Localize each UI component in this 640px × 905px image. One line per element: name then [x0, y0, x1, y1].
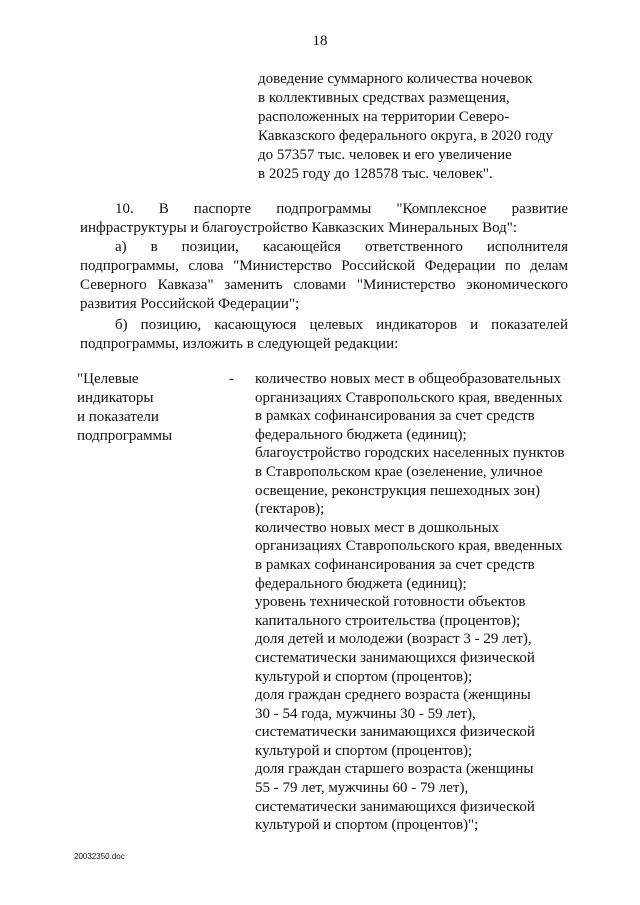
subitem-a-line-1: а) в позиции, касающейся ответственного исполнителя — [115, 239, 568, 255]
item-10-paragraph — [80, 200, 568, 238]
footer-filename: 20032350.doc — [74, 852, 125, 861]
continuation-line: доведение суммарного количества ночевок — [258, 71, 533, 87]
indicator-line: систематически занимающихся физической — [255, 724, 535, 741]
indicator-line: доля детей и молодежи (возраст 3 - 29 лет), — [255, 631, 532, 648]
continuation-line: в 2025 году до 128578 тыс. человек". — [258, 166, 493, 182]
indicator-line: федерального бюджета (единиц); — [255, 426, 467, 443]
subitem-b-paragraph — [80, 316, 568, 354]
subitem-a-line-4: развития Российской Федерации"; — [80, 296, 300, 312]
label-line: индикаторы — [77, 390, 154, 406]
indicator-line: освещение, реконструкция пешеходных зон) — [255, 482, 541, 499]
continuation-line: в коллективных средствах размещения, — [258, 90, 510, 106]
indicator-line: культурой и спортом (процентов)"; — [255, 817, 479, 834]
indicator-line: капитального строительства (процентов); — [255, 612, 521, 629]
indicator-line: организациях Ставропольского края, введенных — [255, 538, 563, 555]
indicator-line: количество новых мест в общеобразовательных — [255, 371, 561, 387]
continuation-text — [258, 70, 588, 184]
subitem-a-line-2: подпрограммы, слова "Министерство Российской Федерации по делам — [80, 258, 569, 274]
indicator-line: доля граждан среднего возраста (женщины — [255, 687, 531, 704]
indicator-line: доля граждан старшего возраста (женщины — [255, 761, 534, 778]
indicator-line: федерального бюджета (единиц); — [255, 575, 467, 592]
indicator-line: систематически занимающихся физической — [255, 649, 535, 666]
label-dash: - — [229, 371, 234, 387]
continuation-line: до 57357 тыс. человек и его увеличение — [258, 147, 512, 163]
continuation-line: Кавказского федерального округа, в 2020 году — [258, 128, 554, 144]
indicator-line: в Ставропольском крае (озеленение, уличное — [255, 463, 543, 480]
indicator-line: в рамках софинансирования за счет средств — [255, 556, 535, 573]
indicator-line: (гектаров); — [255, 501, 325, 518]
page-number: 18 — [312, 33, 328, 49]
indicator-line: 55 - 79 лет, мужчины 60 - 79 лет), — [255, 780, 469, 797]
label-line: и показатели — [77, 409, 159, 425]
indicator-line: уровень технической готовности объектов — [255, 594, 526, 611]
label-line: подпрограммы — [77, 428, 173, 444]
item-10-line-1: 10. В паспорте подпрограммы "Комплексное развитие — [115, 201, 569, 217]
item-10-line-2: инфраструктуры и благоустройство Кавказских Минеральных Вод": — [80, 220, 518, 236]
indicators-label — [77, 370, 217, 446]
indicator-line: культурой и спортом (процентов); — [255, 668, 473, 685]
subitem-b-line-1: б) позицию, касающуюся целевых индикаторов и показателей — [115, 317, 568, 333]
indicators-list — [255, 370, 575, 835]
indicator-line: в рамках софинансирования за счет средств — [255, 408, 535, 425]
label-line: "Целевые — [77, 371, 139, 387]
indicator-line: благоустройство городских населенных пунктов — [255, 445, 565, 462]
indicator-line: количество новых мест в дошкольных — [255, 519, 500, 536]
indicator-line: культурой и спортом (процентов); — [255, 742, 473, 759]
subitem-a-paragraph — [80, 238, 568, 314]
indicator-line: организациях Ставропольского края, введенных — [255, 389, 563, 406]
indicator-line: систематически занимающихся физической — [255, 798, 535, 815]
subitem-a-line-3: Северного Кавказа" заменить словами "Министерство экономического — [80, 277, 569, 293]
subitem-b-line-2: подпрограммы, изложить в следующей редакции: — [80, 336, 399, 352]
indicator-line: 30 - 54 года, мужчины 30 - 59 лет), — [255, 705, 476, 722]
continuation-line: расположенных на территории Северо- — [258, 109, 510, 125]
